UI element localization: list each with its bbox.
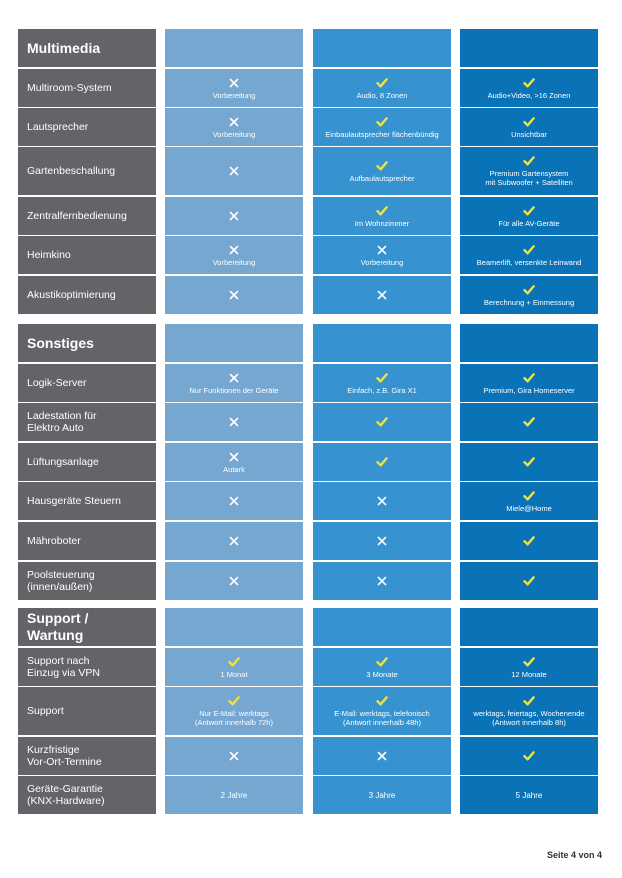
table-cell	[165, 776, 303, 814]
table-cell	[165, 737, 303, 775]
cell-note: 5 Jahre	[515, 790, 543, 800]
table-cell	[460, 276, 598, 314]
row-label-text: Heimkino	[27, 249, 71, 261]
check-icon	[523, 372, 535, 384]
cell-note: Nur E-Mail: werktags (Antwort innerhalb 72h)	[195, 709, 273, 727]
cell-note: Nur Funktionen der Geräte	[189, 385, 279, 395]
table-cell	[460, 403, 598, 441]
table-cell	[165, 522, 303, 560]
cross-icon	[228, 165, 240, 177]
table-cell	[313, 276, 451, 314]
cross-icon	[228, 495, 240, 507]
cell-note: E-Mail: werktags, telefonisch (Antwort innerhalb 48h)	[334, 709, 430, 727]
cell-note: Einbaulautsprecher flächenbündig	[325, 129, 439, 139]
cell-note: Autark	[223, 464, 245, 474]
cross-icon	[228, 244, 240, 256]
row-label	[18, 108, 156, 146]
cross-icon	[228, 575, 240, 587]
row-label-text: Support nach Einzug via VPN	[27, 655, 100, 679]
page-number: Seite 4 von 4	[546, 850, 602, 860]
check-icon	[523, 284, 535, 296]
row-label-text: Ladestation für Elektro Auto	[27, 410, 97, 434]
section-title: Multimedia	[27, 39, 101, 56]
check-icon	[228, 656, 240, 668]
row-label-text: Multiroom-System	[27, 82, 112, 94]
table-cell	[313, 108, 451, 146]
cell-note: 3 Monate	[366, 669, 398, 679]
section-header-column-1	[165, 29, 303, 67]
table-cell	[460, 236, 598, 274]
check-icon	[376, 205, 388, 217]
cell-note: Unsichtbar	[511, 129, 547, 139]
cross-icon	[228, 116, 240, 128]
row-label	[18, 687, 156, 735]
cross-icon	[228, 535, 240, 547]
cross-icon	[228, 451, 240, 463]
check-icon	[376, 656, 388, 668]
table-cell	[313, 197, 451, 235]
table-cell	[313, 403, 451, 441]
row-label	[18, 147, 156, 195]
table-cell	[165, 147, 303, 195]
table-cell	[313, 364, 451, 402]
check-icon	[228, 695, 240, 707]
cross-icon	[228, 210, 240, 222]
check-icon	[523, 456, 535, 468]
section-header-sonstiges	[18, 324, 156, 362]
table-cell	[165, 197, 303, 235]
row-label	[18, 522, 156, 560]
row-label	[18, 69, 156, 107]
table-cell	[165, 443, 303, 481]
section-header-column-2	[313, 324, 451, 362]
cell-note: Für alle AV-Geräte	[498, 218, 560, 228]
table-cell	[313, 648, 451, 686]
section-header-multimedia	[18, 29, 156, 67]
cell-note: Vorbereitung	[212, 257, 256, 267]
table-cell	[313, 147, 451, 195]
table-cell	[165, 482, 303, 520]
table-cell	[165, 562, 303, 600]
cell-note: Vorbereitung	[212, 129, 256, 139]
table-cell	[460, 443, 598, 481]
cross-icon	[376, 495, 388, 507]
section-header-column-2	[313, 29, 451, 67]
table-cell	[313, 776, 451, 814]
cross-icon	[228, 372, 240, 384]
row-label	[18, 443, 156, 481]
table-cell	[165, 236, 303, 274]
row-label-text: Kurzfristige Vor-Ort-Termine	[27, 744, 102, 768]
check-icon	[523, 490, 535, 502]
row-label-text: Lüftungsanlage	[27, 456, 99, 468]
table-cell	[460, 687, 598, 735]
table-cell	[165, 648, 303, 686]
check-icon	[376, 456, 388, 468]
cell-note: 3 Jahre	[368, 790, 396, 800]
table-cell	[313, 737, 451, 775]
check-icon	[376, 77, 388, 89]
cross-icon	[376, 575, 388, 587]
table-cell	[460, 364, 598, 402]
cell-note: Vorbereitung	[212, 90, 256, 100]
cell-note: Premium Gartensystem mit Subwoofer + Satelliten	[485, 169, 573, 187]
row-label-text: Lautsprecher	[27, 121, 89, 133]
table-cell	[460, 776, 598, 814]
cross-icon	[228, 289, 240, 301]
cross-icon	[376, 244, 388, 256]
check-icon	[523, 416, 535, 428]
table-cell	[313, 522, 451, 560]
check-icon	[523, 205, 535, 217]
cell-note: Premium, Gira Homeserver	[483, 385, 575, 395]
cell-note: Miele@Home	[506, 503, 552, 513]
check-icon	[376, 416, 388, 428]
cell-note: Aufbaulautsprecher	[349, 173, 415, 183]
check-icon	[376, 116, 388, 128]
table-cell	[313, 562, 451, 600]
table-cell	[313, 236, 451, 274]
table-cell	[313, 687, 451, 735]
cross-icon	[376, 535, 388, 547]
table-cell	[165, 403, 303, 441]
row-label	[18, 737, 156, 775]
row-label	[18, 648, 156, 686]
table-cell	[460, 522, 598, 560]
cell-note: 12 Monate	[511, 669, 547, 679]
check-icon	[376, 372, 388, 384]
cell-note: Beamerlift, versenkte Leinwand	[476, 257, 582, 267]
table-cell	[165, 687, 303, 735]
table-cell	[165, 69, 303, 107]
section-header-column-3	[460, 324, 598, 362]
section-header-column-1	[165, 608, 303, 646]
check-icon	[523, 244, 535, 256]
row-label	[18, 276, 156, 314]
table-cell	[460, 737, 598, 775]
table-cell	[165, 108, 303, 146]
cross-icon	[228, 77, 240, 89]
row-label-text: Geräte-Garantie (KNX-Hardware)	[27, 783, 105, 807]
section-title: Sonstiges	[27, 334, 94, 351]
row-label-text: Poolsteuerung (innen/außen)	[27, 569, 95, 593]
cross-icon	[376, 289, 388, 301]
table-cell	[460, 108, 598, 146]
table-cell	[460, 482, 598, 520]
check-icon	[523, 535, 535, 547]
row-label-text: Akustikoptimierung	[27, 289, 116, 301]
row-label	[18, 403, 156, 441]
check-icon	[376, 160, 388, 172]
table-cell	[460, 69, 598, 107]
cross-icon	[376, 750, 388, 762]
section-header-column-3	[460, 29, 598, 67]
table-cell	[313, 443, 451, 481]
check-icon	[376, 695, 388, 707]
row-label	[18, 236, 156, 274]
row-label-text: Hausgeräte Steuern	[27, 495, 121, 507]
cell-note: Vorbereitung	[360, 257, 404, 267]
table-cell	[165, 364, 303, 402]
row-label	[18, 482, 156, 520]
row-label-text: Gartenbeschallung	[27, 165, 116, 177]
row-label	[18, 364, 156, 402]
check-icon	[523, 155, 535, 167]
section-header-column-3	[460, 608, 598, 646]
table-cell	[460, 197, 598, 235]
section-header-column-1	[165, 324, 303, 362]
cross-icon	[228, 750, 240, 762]
table-cell	[165, 276, 303, 314]
cell-note: Audio+Video, >16 Zonen	[487, 90, 571, 100]
cell-note: Audio, 8 Zonen	[356, 90, 408, 100]
section-title: Support / Wartung	[27, 610, 89, 643]
cell-note: Einfach, z.B. Gira X1	[347, 385, 417, 395]
row-label-text: Mähroboter	[27, 535, 81, 547]
table-cell	[460, 562, 598, 600]
row-label	[18, 776, 156, 814]
table-cell	[460, 147, 598, 195]
table-cell	[460, 648, 598, 686]
check-icon	[523, 695, 535, 707]
cell-note: Im Wohnzimmer	[354, 218, 410, 228]
row-label-text: Zentralfernbedienung	[27, 210, 127, 222]
row-label-text: Support	[27, 705, 64, 717]
check-icon	[523, 575, 535, 587]
cross-icon	[228, 416, 240, 428]
check-icon	[523, 656, 535, 668]
row-label	[18, 197, 156, 235]
section-header-support-wartung	[18, 608, 156, 646]
cell-note: werktags, feiertags, Wochenende (Antwort innerhalb 8h)	[473, 709, 585, 727]
table-cell	[313, 69, 451, 107]
section-header-column-2	[313, 608, 451, 646]
row-label-text: Logik-Server	[27, 377, 87, 389]
cell-note: 2 Jahre	[220, 790, 248, 800]
row-label	[18, 562, 156, 600]
check-icon	[523, 750, 535, 762]
check-icon	[523, 77, 535, 89]
check-icon	[523, 116, 535, 128]
cell-note: Berechnung + Einmessung	[483, 297, 575, 307]
table-cell	[313, 482, 451, 520]
cell-note: 1 Monat	[220, 669, 248, 679]
